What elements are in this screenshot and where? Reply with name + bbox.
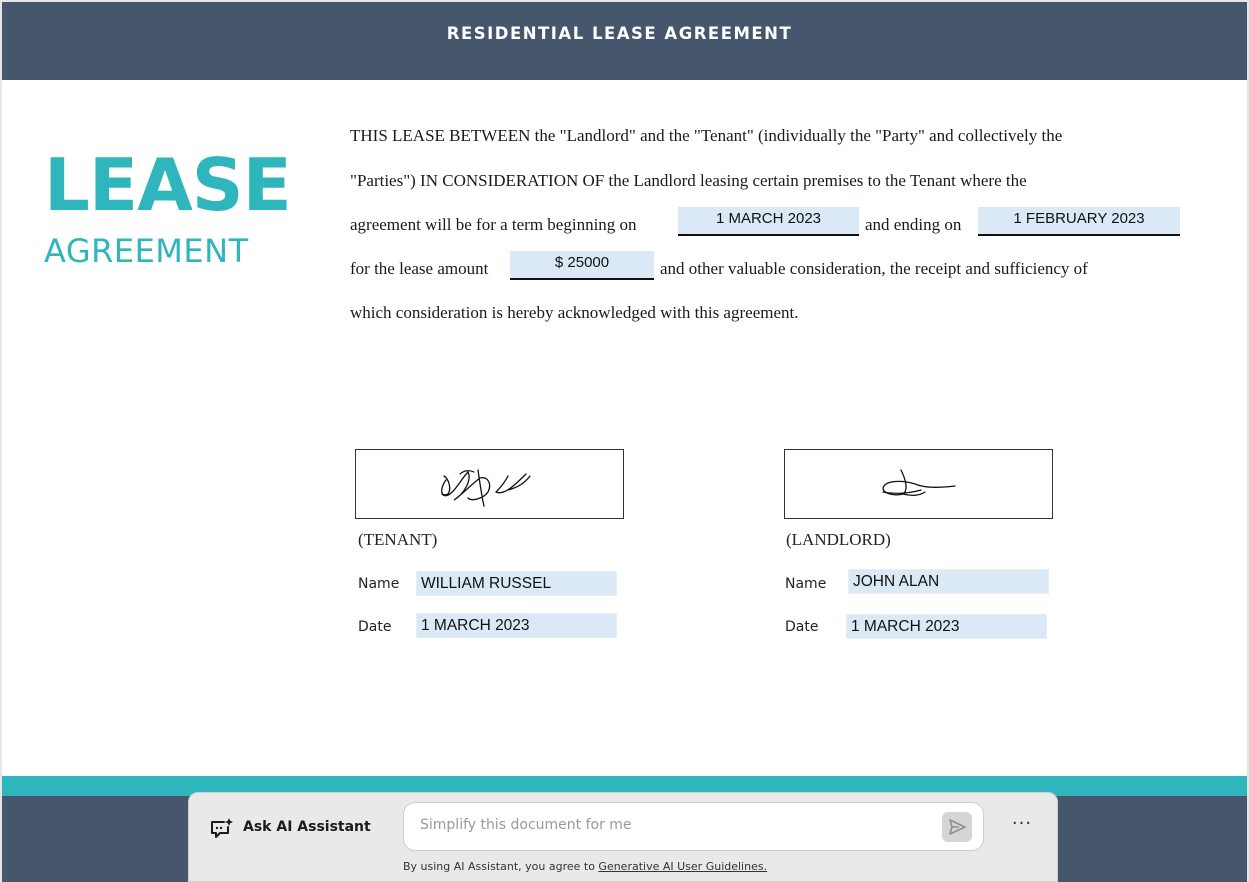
- ai-prompt-input[interactable]: [420, 817, 920, 833]
- guidelines-link[interactable]: Generative AI User Guidelines.: [598, 860, 768, 873]
- ai-disclaimer: [403, 860, 767, 873]
- agreement-line-3b: and ending on: [865, 215, 962, 234]
- tenant-signature: [356, 450, 625, 520]
- ai-prompt-container: [403, 802, 984, 851]
- tenant-signature-box[interactable]: [355, 449, 624, 519]
- ai-assistant-panel: [188, 792, 1058, 882]
- tenant-date-field[interactable]: 1 MARCH 2023: [416, 613, 617, 638]
- tenant-name-field[interactable]: WILLIAM RUSSEL: [416, 571, 617, 596]
- landlord-date-field[interactable]: 1 MARCH 2023: [846, 614, 1047, 639]
- ai-assistant-label[interactable]: Ask AI Assistant: [243, 819, 371, 835]
- send-icon: [942, 812, 972, 842]
- tenant-name-label: Name: [358, 576, 400, 592]
- agreement-subheading: AGREEMENT: [44, 232, 249, 270]
- landlord-signature-box[interactable]: [784, 449, 1053, 519]
- send-button[interactable]: [942, 812, 972, 842]
- landlord-name-field[interactable]: JOHN ALAN: [848, 569, 1049, 594]
- agreement-line-1: THIS LEASE BETWEEN the "Landlord" and the "Tenant" (individually the "Party" and collectively the: [350, 126, 1063, 145]
- header-bar: [2, 2, 1247, 80]
- agreement-line-4b: and other valuable consideration, the receipt and sufficiency of: [660, 259, 1088, 278]
- landlord-date-label: Date: [785, 619, 819, 635]
- tenant-date-label: Date: [358, 619, 392, 635]
- tenant-role-label: (TENANT): [358, 530, 438, 549]
- ai-assistant-icon[interactable]: [209, 817, 235, 841]
- agreement-line-4a: for the lease amount: [350, 259, 489, 278]
- agreement-line-2: "Parties") IN CONSIDERATION OF the Landlord leasing certain premises to the Tenant where the: [350, 171, 1027, 190]
- end-date-field[interactable]: 1 FEBRUARY 2023: [978, 207, 1180, 236]
- landlord-name-label: Name: [785, 576, 827, 592]
- disclaimer-text: By using AI Assistant, you agree to: [403, 860, 595, 873]
- landlord-role-label: (LANDLORD): [786, 530, 891, 549]
- more-options-button[interactable]: ···: [1011, 813, 1033, 834]
- document-title: RESIDENTIAL LEASE AGREEMENT: [446, 24, 793, 43]
- lease-heading: LEASE: [44, 143, 291, 227]
- landlord-signature: [785, 450, 1054, 520]
- agreement-line-3a: agreement will be for a term beginning on: [350, 215, 637, 234]
- lease-amount-field[interactable]: $ 25000: [510, 251, 654, 280]
- start-date-field[interactable]: 1 MARCH 2023: [678, 207, 859, 236]
- agreement-line-5: which consideration is hereby acknowledged with this agreement.: [350, 303, 799, 322]
